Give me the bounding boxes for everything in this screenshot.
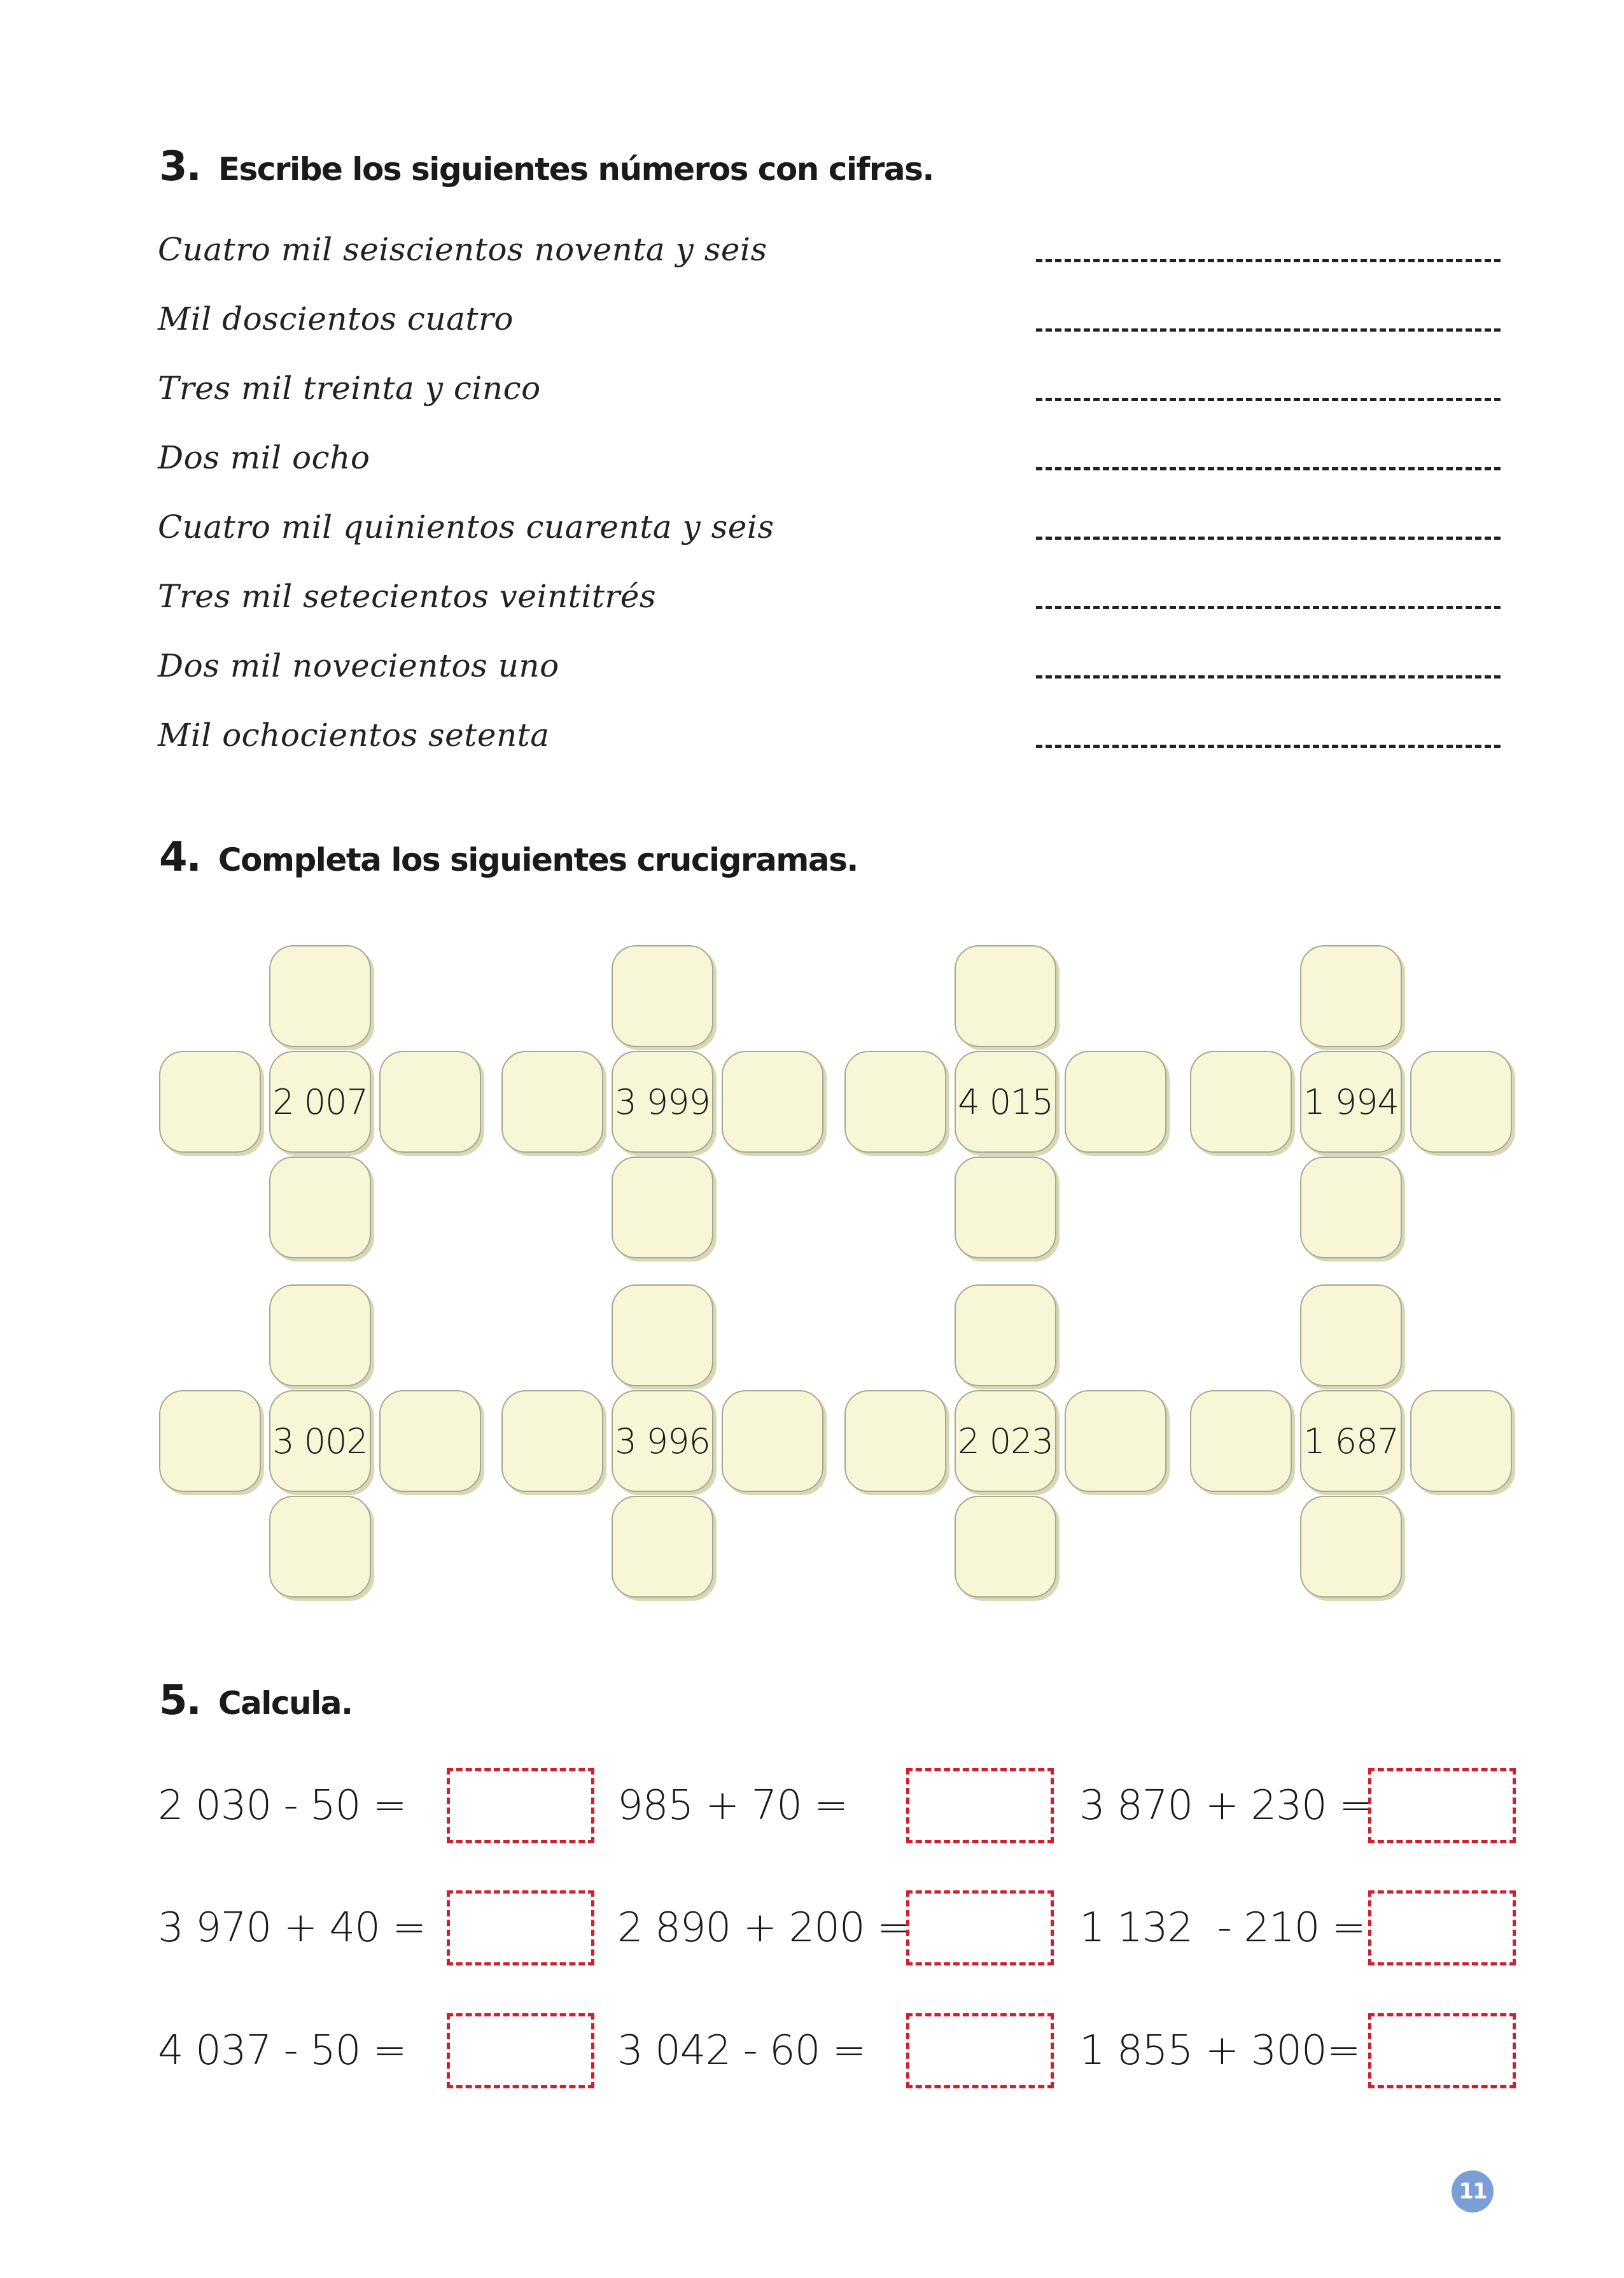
crossword-cell-right[interactable] (1410, 1390, 1512, 1492)
number-words: Mil doscientos cuatro (158, 300, 514, 337)
operation: 2 890 + 200 = (617, 1904, 911, 1951)
exercise-5-heading (159, 1677, 353, 1724)
crossword-cell-top[interactable] (612, 945, 713, 1047)
exercise-title: Completa los siguientes crucigramas. (218, 841, 858, 878)
number-words: Tres mil setecientos veintitrés (158, 578, 657, 615)
operation: 4 037 - 50 = (158, 2027, 407, 2074)
crossword (159, 1284, 503, 1603)
write-item (158, 226, 1501, 277)
crossword-cell-top[interactable] (269, 1284, 371, 1386)
write-item (158, 434, 1501, 485)
number-words: Mil ochocientos setenta (158, 717, 550, 754)
crossword-cell-bottom[interactable] (955, 1496, 1056, 1598)
exercise-number: 4. (159, 834, 200, 881)
calculation (158, 2013, 597, 2090)
crossword-cell-left[interactable] (501, 1390, 603, 1492)
crossword-cell-right[interactable] (379, 1390, 481, 1492)
crossword-cell-center: 1 687 (1300, 1390, 1402, 1492)
calculation (1079, 1768, 1518, 1845)
write-item (158, 365, 1501, 416)
operation: 2 030 - 50 = (158, 1782, 407, 1829)
crossword-cell-right[interactable] (1065, 1051, 1166, 1153)
crossword-cell-left[interactable] (501, 1051, 603, 1153)
crossword (1190, 945, 1534, 1263)
answer-line[interactable] (1036, 675, 1501, 678)
operation: 3 042 - 60 = (617, 2027, 866, 2074)
answer-box[interactable] (906, 1768, 1054, 1843)
crossword-cell-bottom[interactable] (269, 1157, 371, 1258)
crossword (501, 945, 845, 1263)
answer-box[interactable] (906, 2013, 1054, 2088)
answer-line[interactable] (1036, 259, 1501, 262)
crossword-cell-left[interactable] (1190, 1051, 1292, 1153)
crossword-cell-bottom[interactable] (612, 1496, 713, 1598)
crossword-cell-right[interactable] (379, 1051, 481, 1153)
crossword-cell-left[interactable] (844, 1051, 946, 1153)
operation: 1 855 + 300= (1079, 2027, 1361, 2074)
crossword-cell-center: 2 023 (955, 1390, 1056, 1492)
calculation (617, 1768, 1056, 1845)
operation: 1 132 - 210 = (1079, 1904, 1366, 1951)
exercise-4-heading (159, 834, 858, 881)
answer-line[interactable] (1036, 537, 1501, 540)
crossword (501, 1284, 845, 1603)
crossword-cell-left[interactable] (844, 1390, 946, 1492)
operation: 985 + 70 = (617, 1782, 848, 1829)
exercise-title: Calcula. (218, 1685, 353, 1722)
number-words: Cuatro mil quinientos cuarenta y seis (158, 509, 774, 545)
crossword (844, 945, 1188, 1263)
answer-line[interactable] (1036, 398, 1501, 401)
calculation (617, 2013, 1056, 2090)
crossword (159, 945, 503, 1263)
answer-line[interactable] (1036, 328, 1501, 332)
crossword (844, 1284, 1188, 1603)
crossword-cell-bottom[interactable] (269, 1496, 371, 1598)
crossword-cell-right[interactable] (1065, 1390, 1166, 1492)
write-item (158, 295, 1501, 346)
exercise-3-heading (159, 143, 934, 190)
answer-line[interactable] (1036, 745, 1501, 748)
crossword-cell-top[interactable] (1300, 1284, 1402, 1386)
crossword-cell-top[interactable] (955, 945, 1056, 1047)
crossword-cell-bottom[interactable] (955, 1157, 1056, 1258)
crossword-cell-left[interactable] (1190, 1390, 1292, 1492)
exercise-title: Escribe los siguientes números con cifras. (218, 151, 934, 188)
crossword-cell-top[interactable] (955, 1284, 1056, 1386)
calculation (1079, 1890, 1518, 1967)
calculation (1079, 2013, 1518, 2090)
calculation (158, 1768, 597, 1845)
crossword-cell-top[interactable] (1300, 945, 1402, 1047)
number-words: Cuatro mil seiscientos noventa y seis (158, 231, 767, 268)
crossword-cell-center: 3 999 (612, 1051, 713, 1153)
answer-box[interactable] (447, 1768, 594, 1843)
crossword-cell-bottom[interactable] (1300, 1496, 1402, 1598)
answer-box[interactable] (1368, 2013, 1516, 2088)
crossword-cell-bottom[interactable] (1300, 1157, 1402, 1258)
crossword-cell-right[interactable] (1410, 1051, 1512, 1153)
answer-box[interactable] (447, 1890, 594, 1965)
crossword-cell-center: 2 007 (269, 1051, 371, 1153)
answer-box[interactable] (1368, 1890, 1516, 1965)
write-item (158, 642, 1501, 693)
number-words: Tres mil treinta y cinco (158, 370, 541, 407)
answer-line[interactable] (1036, 606, 1501, 609)
crossword (1190, 1284, 1534, 1603)
crossword-cell-center: 4 015 (955, 1051, 1056, 1153)
write-item (158, 573, 1501, 624)
calculation (617, 1890, 1056, 1967)
answer-box[interactable] (1368, 1768, 1516, 1843)
answer-line[interactable] (1036, 467, 1501, 470)
crossword-cell-left[interactable] (159, 1390, 261, 1492)
crossword-cell-left[interactable] (159, 1051, 261, 1153)
crossword-cell-center: 1 994 (1300, 1051, 1402, 1153)
exercise-number: 3. (159, 143, 200, 190)
write-item (158, 712, 1501, 763)
write-item (158, 503, 1501, 554)
crossword-cell-center: 3 996 (612, 1390, 713, 1492)
operation: 3 870 + 230 = (1079, 1782, 1373, 1829)
number-words: Dos mil novecientos uno (158, 647, 559, 684)
calculation (158, 1890, 597, 1967)
crossword-cell-bottom[interactable] (612, 1157, 713, 1258)
page-number-badge: 11 (1452, 2170, 1494, 2212)
answer-box[interactable] (906, 1890, 1054, 1965)
crossword-cell-top[interactable] (612, 1284, 713, 1386)
number-words: Dos mil ocho (158, 439, 370, 476)
answer-box[interactable] (447, 2013, 594, 2088)
crossword-cell-center: 3 002 (269, 1390, 371, 1492)
crossword-cell-top[interactable] (269, 945, 371, 1047)
exercise-number: 5. (159, 1677, 200, 1724)
crossword-cell-right[interactable] (722, 1051, 823, 1153)
crossword-cell-right[interactable] (722, 1390, 823, 1492)
operation: 3 970 + 40 = (158, 1904, 426, 1951)
